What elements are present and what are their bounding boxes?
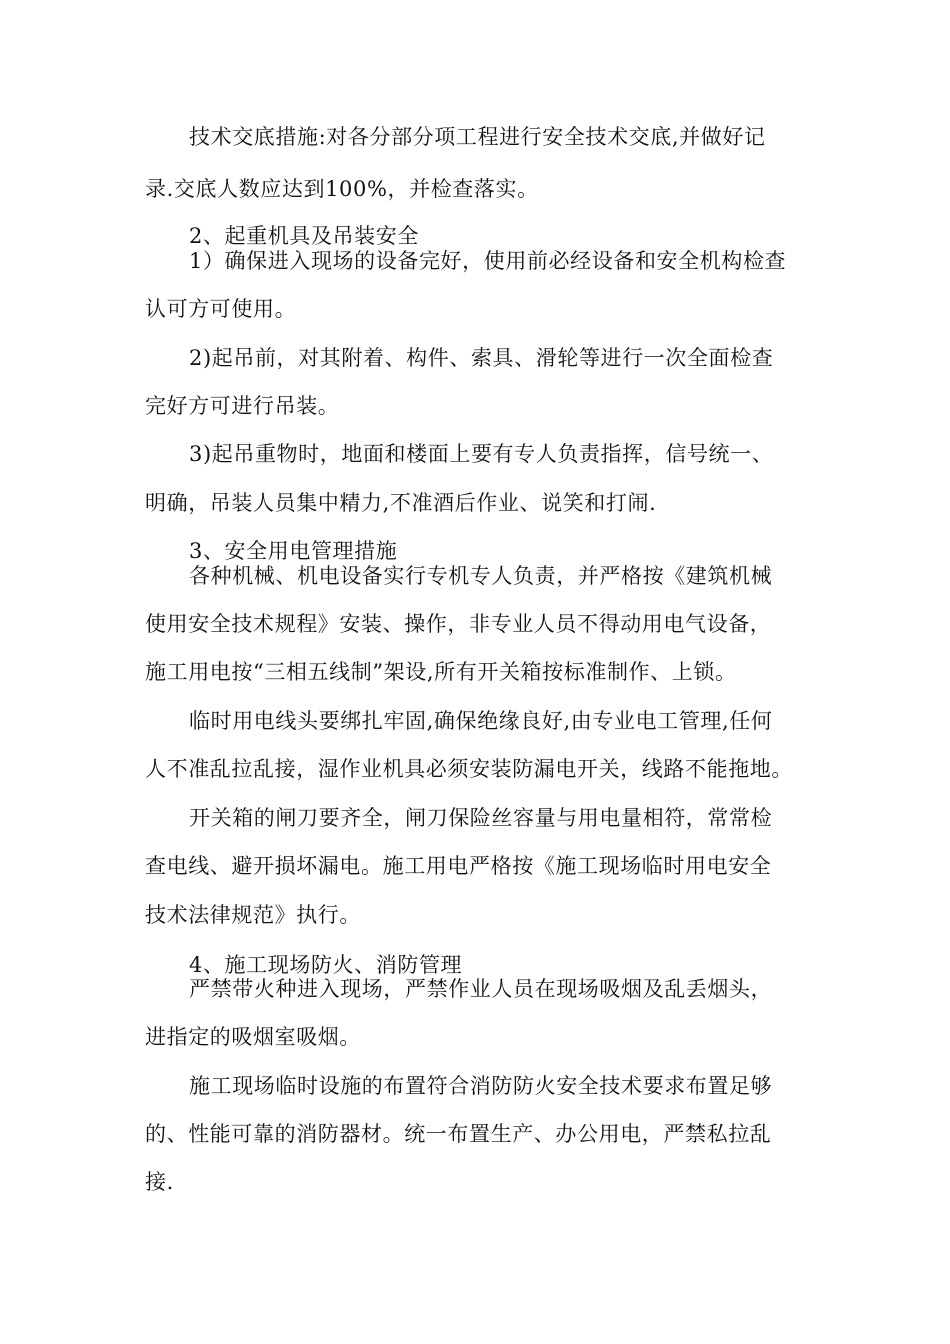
text-line: 录.交底人数应达到100%，并检查落实。 [145,177,539,201]
text-line: 技术交底措施:对各分部分项工程进行安全技术交底,并做好记 [189,125,766,149]
text-line: 人不准乱拉乱接，湿作业机具必须安装防漏电开关，线路不能拖地。 [145,757,793,781]
text-line: 各种机械、机电设备实行专机专人负责，并严格按《建筑机械 [189,564,773,588]
text-line: 1）确保进入现场的设备完好，使用前必经设备和安全机构检查 [189,249,787,273]
text-line: 施工现场临时设施的布置符合消防防火安全技术要求布置足够 [189,1074,773,1098]
text-line: 查电线、避开损坏漏电。施工用电严格按《施工现场临时用电安全 [145,854,772,878]
text-line: 的、性能可靠的消防器材。统一布置生产、办公用电，严禁私拉乱 [145,1122,772,1146]
text-line: 施工用电按“三相五线制”架设,所有开关箱按标准制作、上锁。 [145,660,737,684]
section-heading: 2、起重机具及吊装安全 [189,224,419,248]
section-heading: 4、施工现场防火、消防管理 [189,953,463,977]
text-line: 接. [145,1170,174,1194]
text-line: 完好方可进行吊装。 [145,394,340,418]
text-line: 认可方可使用。 [145,297,297,321]
text-line: 严禁带火种进入现场，严禁作业人员在现场吸烟及乱丢烟头， [189,977,773,1001]
section-heading: 3、安全用电管理措施 [189,539,398,563]
text-line: 开关箱的闸刀要齐全，闸刀保险丝容量与用电量相符，常常检 [189,806,773,830]
text-line: 进指定的吸烟室吸烟。 [145,1025,361,1049]
text-line: 2)起吊前，对其附着、构件、索具、滑轮等进行一次全面检查 [189,346,774,370]
text-line: 临时用电线头要绑扎牢固,确保绝缘良好,由专业电工管理,任何 [189,709,773,733]
text-line: 明确，吊装人员集中精力,不准酒后作业、说笑和打闹. [145,491,657,515]
text-line: 技术法律规范》执行。 [145,903,361,927]
text-line: 3)起吊重物时，地面和楼面上要有专人负责指挥，信号统一、 [189,442,774,466]
text-line: 使用安全技术规程》安装、操作，非专业人员不得动用电气设备， [145,612,772,636]
